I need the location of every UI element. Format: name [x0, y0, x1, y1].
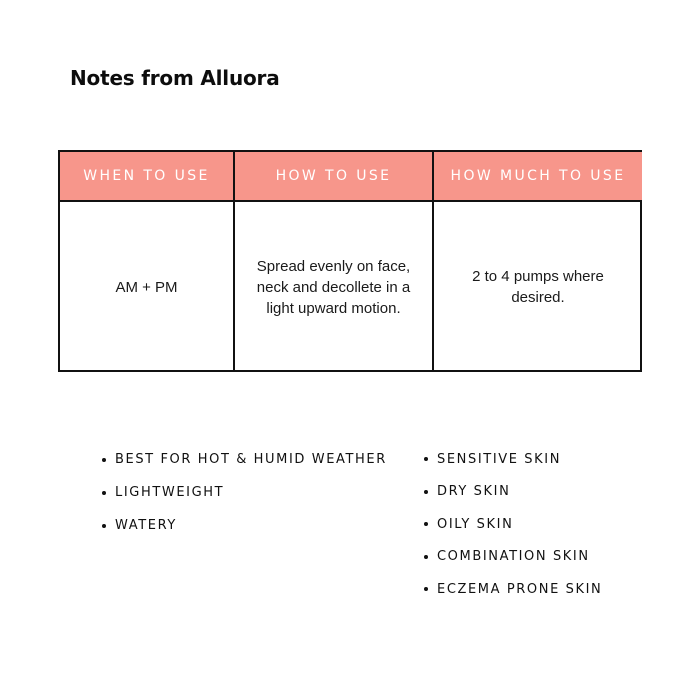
skin-types-list	[424, 443, 602, 606]
cell-when-to-use: AM + PM	[60, 202, 235, 372]
header-how-much-to-use: HOW MUCH TO USE	[434, 152, 642, 202]
bullet-icon	[424, 490, 428, 494]
skin-type-label: DRY SKIN	[437, 484, 511, 500]
header-how-to-use: HOW TO USE	[235, 152, 434, 202]
list-item	[102, 443, 387, 476]
feature-label: LIGHTWEIGHT	[115, 485, 225, 500]
bullet-icon	[102, 524, 106, 528]
bullet-icon	[424, 457, 428, 461]
header-when-to-use: WHEN TO USE	[60, 152, 235, 202]
page-title: Notes from Alluora	[70, 66, 280, 90]
feature-label: WATERY	[115, 518, 177, 533]
list-item	[102, 509, 387, 542]
bullet-icon	[102, 491, 106, 495]
cell-how-to-use: Spread evenly on face, neck and decollete in a light upward motion.	[235, 202, 434, 372]
list-item	[424, 476, 602, 509]
list-item	[424, 508, 602, 541]
cell-how-much-to-use: 2 to 4 pumps where desired.	[472, 268, 604, 306]
skin-type-label: ECZEMA PRONE SKIN	[437, 581, 603, 597]
list-item	[424, 541, 602, 574]
list-item	[424, 443, 602, 476]
bullet-icon	[424, 522, 428, 526]
skin-type-label: SENSITIVE SKIN	[437, 451, 562, 467]
skin-type-label: COMBINATION SKIN	[437, 549, 590, 565]
bullet-icon	[424, 555, 428, 559]
usage-table	[58, 150, 642, 372]
feature-label: BEST FOR HOT & HUMID WEATHER	[115, 452, 387, 467]
bullet-icon	[102, 458, 106, 462]
skin-type-label: OILY SKIN	[437, 516, 514, 532]
list-item	[102, 476, 387, 509]
list-item	[424, 573, 602, 606]
bullet-icon	[424, 587, 428, 591]
features-list	[102, 443, 387, 542]
